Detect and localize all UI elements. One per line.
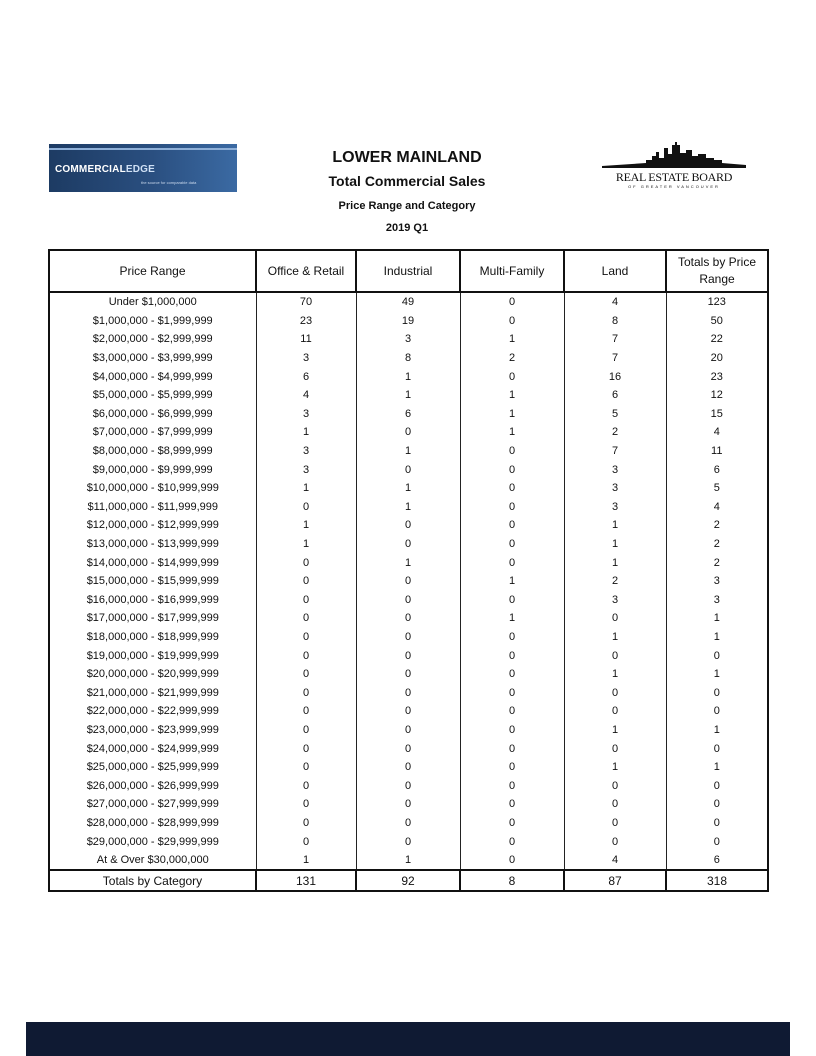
- commercial-edge-tagline: the source for comparable data: [141, 180, 197, 185]
- industrial-cell: 0: [356, 591, 460, 610]
- table-row: [49, 683, 768, 702]
- table-row: [49, 423, 768, 442]
- real-estate-board-subline: OF GREATER VANCOUVER: [628, 184, 720, 189]
- price-range-cell: $24,000,000 - $24,999,999: [49, 739, 256, 758]
- row-total-cell: 15: [666, 405, 768, 424]
- office-retail-cell: 1: [256, 535, 356, 554]
- industrial-cell: 0: [356, 516, 460, 535]
- price-range-cell: $9,000,000 - $9,999,999: [49, 460, 256, 479]
- office-retail-cell: 0: [256, 814, 356, 833]
- multi-family-cell: 0: [460, 758, 564, 777]
- row-total-cell: 4: [666, 498, 768, 517]
- industrial-cell: 0: [356, 814, 460, 833]
- row-total-cell: 11: [666, 442, 768, 461]
- land-cell: 16: [564, 367, 666, 386]
- multi-family-cell: 2: [460, 349, 564, 368]
- industrial-cell: 1: [356, 442, 460, 461]
- land-cell: 0: [564, 814, 666, 833]
- footer-band: [26, 1022, 790, 1056]
- table-row: [49, 832, 768, 851]
- column-header-office-retail: Office & Retail: [256, 250, 356, 292]
- price-range-cell: $8,000,000 - $8,999,999: [49, 442, 256, 461]
- industrial-cell: 0: [356, 460, 460, 479]
- office-retail-cell: 70: [256, 292, 356, 312]
- row-total-cell: 20: [666, 349, 768, 368]
- multi-family-cell: 0: [460, 516, 564, 535]
- office-retail-cell: 0: [256, 609, 356, 628]
- land-cell: 0: [564, 646, 666, 665]
- table-row: [49, 367, 768, 386]
- price-range-cell: $7,000,000 - $7,999,999: [49, 423, 256, 442]
- table-row: [49, 665, 768, 684]
- real-estate-board-name: REAL ESTATE BOARD: [615, 170, 733, 184]
- industrial-cell: 1: [356, 498, 460, 517]
- table-row: [49, 442, 768, 461]
- office-retail-cell: 3: [256, 442, 356, 461]
- total-office-retail: 131: [256, 870, 356, 891]
- price-range-cell: $6,000,000 - $6,999,999: [49, 405, 256, 424]
- multi-family-cell: 1: [460, 330, 564, 349]
- row-total-cell: 0: [666, 702, 768, 721]
- price-range-cell: $18,000,000 - $18,999,999: [49, 628, 256, 647]
- land-cell: 1: [564, 628, 666, 647]
- office-retail-cell: 0: [256, 758, 356, 777]
- report-title: LOWER MAINLAND: [332, 149, 482, 166]
- row-total-cell: 0: [666, 814, 768, 833]
- office-retail-cell: 4: [256, 386, 356, 405]
- commercial-edge-logo: [49, 144, 237, 192]
- land-cell: 0: [564, 702, 666, 721]
- industrial-cell: 0: [356, 683, 460, 702]
- industrial-cell: 0: [356, 832, 460, 851]
- multi-family-cell: 0: [460, 460, 564, 479]
- office-retail-cell: 1: [256, 423, 356, 442]
- land-cell: 1: [564, 665, 666, 684]
- table-header-row: [49, 250, 768, 292]
- table-row: [49, 292, 768, 312]
- row-total-cell: 5: [666, 479, 768, 498]
- land-cell: 0: [564, 776, 666, 795]
- office-retail-cell: 0: [256, 498, 356, 517]
- table-row: [49, 479, 768, 498]
- land-cell: 1: [564, 516, 666, 535]
- table-row: [49, 739, 768, 758]
- multi-family-cell: 0: [460, 442, 564, 461]
- office-retail-cell: 0: [256, 665, 356, 684]
- multi-family-cell: 1: [460, 423, 564, 442]
- industrial-cell: 1: [356, 479, 460, 498]
- land-cell: 7: [564, 442, 666, 461]
- multi-family-cell: 0: [460, 292, 564, 312]
- multi-family-cell: 0: [460, 591, 564, 610]
- price-range-cell: $16,000,000 - $16,999,999: [49, 591, 256, 610]
- multi-family-cell: 0: [460, 628, 564, 647]
- total-multi-family: 8: [460, 870, 564, 891]
- table-row: [49, 628, 768, 647]
- multi-family-cell: 0: [460, 721, 564, 740]
- office-retail-cell: 0: [256, 683, 356, 702]
- multi-family-cell: 1: [460, 386, 564, 405]
- multi-family-cell: 0: [460, 479, 564, 498]
- report-subtitle: Total Commercial Sales: [328, 173, 486, 189]
- multi-family-cell: 0: [460, 739, 564, 758]
- row-total-cell: 2: [666, 535, 768, 554]
- column-header-price-range: Price Range: [49, 250, 256, 292]
- table-row: [49, 646, 768, 665]
- row-total-cell: 2: [666, 553, 768, 572]
- table-row: [49, 535, 768, 554]
- multi-family-cell: 0: [460, 312, 564, 331]
- table-row: [49, 330, 768, 349]
- commercial-sales-table: [48, 249, 769, 892]
- land-cell: 1: [564, 721, 666, 740]
- row-total-cell: 3: [666, 591, 768, 610]
- logo-stripe: [49, 148, 237, 150]
- price-range-cell: $4,000,000 - $4,999,999: [49, 367, 256, 386]
- totals-row: [49, 870, 768, 891]
- price-range-cell: $28,000,000 - $28,999,999: [49, 814, 256, 833]
- industrial-cell: 0: [356, 758, 460, 777]
- land-cell: 3: [564, 591, 666, 610]
- price-range-cell: $26,000,000 - $26,999,999: [49, 776, 256, 795]
- multi-family-cell: 0: [460, 665, 564, 684]
- industrial-cell: 6: [356, 405, 460, 424]
- industrial-cell: 0: [356, 702, 460, 721]
- land-cell: 8: [564, 312, 666, 331]
- row-total-cell: 6: [666, 460, 768, 479]
- land-cell: 0: [564, 739, 666, 758]
- table-row: [49, 851, 768, 871]
- land-cell: 2: [564, 572, 666, 591]
- industrial-cell: 0: [356, 628, 460, 647]
- multi-family-cell: 0: [460, 832, 564, 851]
- city-skyline-icon: [602, 142, 746, 168]
- price-range-cell: $1,000,000 - $1,999,999: [49, 312, 256, 331]
- multi-family-cell: 1: [460, 405, 564, 424]
- office-retail-cell: 0: [256, 591, 356, 610]
- industrial-cell: 8: [356, 349, 460, 368]
- row-total-cell: 12: [666, 386, 768, 405]
- land-cell: 2: [564, 423, 666, 442]
- column-header-multi-family: Multi-Family: [460, 250, 564, 292]
- total-land: 87: [564, 870, 666, 891]
- price-range-cell: $19,000,000 - $19,999,999: [49, 646, 256, 665]
- land-cell: 4: [564, 292, 666, 312]
- land-cell: 5: [564, 405, 666, 424]
- price-range-cell: $2,000,000 - $2,999,999: [49, 330, 256, 349]
- land-cell: 1: [564, 553, 666, 572]
- multi-family-cell: 0: [460, 851, 564, 871]
- price-range-cell: Under $1,000,000: [49, 292, 256, 312]
- office-retail-cell: 0: [256, 553, 356, 572]
- column-header-land: Land: [564, 250, 666, 292]
- row-total-cell: 50: [666, 312, 768, 331]
- price-range-cell: $13,000,000 - $13,999,999: [49, 535, 256, 554]
- row-total-cell: 2: [666, 516, 768, 535]
- row-total-cell: 0: [666, 832, 768, 851]
- price-range-cell: $3,000,000 - $3,999,999: [49, 349, 256, 368]
- office-retail-cell: 0: [256, 572, 356, 591]
- table-row: [49, 814, 768, 833]
- table-row: [49, 609, 768, 628]
- multi-family-cell: 0: [460, 776, 564, 795]
- industrial-cell: 49: [356, 292, 460, 312]
- industrial-cell: 0: [356, 665, 460, 684]
- price-range-cell: $22,000,000 - $22,999,999: [49, 702, 256, 721]
- price-range-cell: $12,000,000 - $12,999,999: [49, 516, 256, 535]
- price-range-cell: $29,000,000 - $29,999,999: [49, 832, 256, 851]
- row-total-cell: 3: [666, 572, 768, 591]
- price-range-cell: $15,000,000 - $15,999,999: [49, 572, 256, 591]
- totals-label: Totals by Category: [49, 870, 256, 891]
- row-total-cell: 1: [666, 758, 768, 777]
- multi-family-cell: 0: [460, 814, 564, 833]
- table-row: [49, 460, 768, 479]
- industrial-cell: 0: [356, 721, 460, 740]
- multi-family-cell: 0: [460, 683, 564, 702]
- land-cell: 7: [564, 330, 666, 349]
- row-total-cell: 0: [666, 739, 768, 758]
- table-row: [49, 386, 768, 405]
- table-row: [49, 795, 768, 814]
- industrial-cell: 19: [356, 312, 460, 331]
- office-retail-cell: 0: [256, 795, 356, 814]
- table-row: [49, 516, 768, 535]
- table-row: [49, 591, 768, 610]
- multi-family-cell: 0: [460, 553, 564, 572]
- industrial-cell: 0: [356, 609, 460, 628]
- industrial-cell: 0: [356, 739, 460, 758]
- row-total-cell: 0: [666, 646, 768, 665]
- report-title-block: [287, 148, 527, 238]
- industrial-cell: 0: [356, 535, 460, 554]
- land-cell: 4: [564, 851, 666, 871]
- report-subheading: Price Range and Category: [338, 200, 476, 212]
- land-cell: 7: [564, 349, 666, 368]
- row-total-cell: 0: [666, 776, 768, 795]
- table-row: [49, 758, 768, 777]
- row-total-cell: 123: [666, 292, 768, 312]
- land-cell: 3: [564, 479, 666, 498]
- price-range-cell: $25,000,000 - $25,999,999: [49, 758, 256, 777]
- column-header-industrial: Industrial: [356, 250, 460, 292]
- multi-family-cell: 0: [460, 498, 564, 517]
- column-header-totals-by-price-range: Totals by Price Range: [666, 250, 768, 292]
- industrial-cell: 1: [356, 386, 460, 405]
- real-estate-board-logo: [598, 142, 750, 192]
- grand-total: 318: [666, 870, 768, 891]
- multi-family-cell: 1: [460, 572, 564, 591]
- office-retail-cell: 0: [256, 721, 356, 740]
- table-row: [49, 721, 768, 740]
- row-total-cell: 6: [666, 851, 768, 871]
- row-total-cell: 0: [666, 683, 768, 702]
- office-retail-cell: 1: [256, 851, 356, 871]
- office-retail-cell: 1: [256, 479, 356, 498]
- office-retail-cell: 0: [256, 702, 356, 721]
- office-retail-cell: 23: [256, 312, 356, 331]
- row-total-cell: 4: [666, 423, 768, 442]
- price-range-cell: At & Over $30,000,000: [49, 851, 256, 871]
- price-range-cell: $14,000,000 - $14,999,999: [49, 553, 256, 572]
- land-cell: 0: [564, 832, 666, 851]
- land-cell: 0: [564, 795, 666, 814]
- land-cell: 3: [564, 498, 666, 517]
- land-cell: 6: [564, 386, 666, 405]
- industrial-cell: 3: [356, 330, 460, 349]
- multi-family-cell: 0: [460, 535, 564, 554]
- row-total-cell: 23: [666, 367, 768, 386]
- multi-family-cell: 0: [460, 795, 564, 814]
- multi-family-cell: 0: [460, 702, 564, 721]
- industrial-cell: 0: [356, 795, 460, 814]
- office-retail-cell: 0: [256, 832, 356, 851]
- office-retail-cell: 11: [256, 330, 356, 349]
- land-cell: 1: [564, 535, 666, 554]
- total-industrial: 92: [356, 870, 460, 891]
- row-total-cell: 1: [666, 721, 768, 740]
- price-range-cell: $5,000,000 - $5,999,999: [49, 386, 256, 405]
- table-row: [49, 349, 768, 368]
- land-cell: 0: [564, 683, 666, 702]
- industrial-cell: 0: [356, 572, 460, 591]
- table-row: [49, 702, 768, 721]
- price-range-cell: $10,000,000 - $10,999,999: [49, 479, 256, 498]
- row-total-cell: 1: [666, 628, 768, 647]
- row-total-cell: 22: [666, 330, 768, 349]
- land-cell: 3: [564, 460, 666, 479]
- industrial-cell: 1: [356, 851, 460, 871]
- office-retail-cell: 3: [256, 405, 356, 424]
- industrial-cell: 1: [356, 553, 460, 572]
- office-retail-cell: 0: [256, 776, 356, 795]
- table-row: [49, 776, 768, 795]
- land-cell: 0: [564, 609, 666, 628]
- price-range-cell: $11,000,000 - $11,999,999: [49, 498, 256, 517]
- price-range-cell: $23,000,000 - $23,999,999: [49, 721, 256, 740]
- price-range-cell: $17,000,000 - $17,999,999: [49, 609, 256, 628]
- price-range-cell: $27,000,000 - $27,999,999: [49, 795, 256, 814]
- industrial-cell: 0: [356, 646, 460, 665]
- industrial-cell: 0: [356, 423, 460, 442]
- row-total-cell: 1: [666, 665, 768, 684]
- industrial-cell: 1: [356, 367, 460, 386]
- multi-family-cell: 1: [460, 609, 564, 628]
- office-retail-cell: 3: [256, 349, 356, 368]
- table-row: [49, 312, 768, 331]
- row-total-cell: 0: [666, 795, 768, 814]
- table-row: [49, 498, 768, 517]
- industrial-cell: 0: [356, 776, 460, 795]
- office-retail-cell: 1: [256, 516, 356, 535]
- office-retail-cell: 6: [256, 367, 356, 386]
- office-retail-cell: 0: [256, 628, 356, 647]
- table-body: [49, 292, 768, 870]
- multi-family-cell: 0: [460, 367, 564, 386]
- commercial-edge-wordmark: COMMERCIALEDGE: [55, 164, 156, 175]
- table-row: [49, 405, 768, 424]
- report-period: 2019 Q1: [385, 222, 429, 234]
- table-row: [49, 553, 768, 572]
- price-range-cell: $21,000,000 - $21,999,999: [49, 683, 256, 702]
- land-cell: 1: [564, 758, 666, 777]
- multi-family-cell: 0: [460, 646, 564, 665]
- office-retail-cell: 0: [256, 739, 356, 758]
- table-row: [49, 572, 768, 591]
- office-retail-cell: 0: [256, 646, 356, 665]
- price-range-cell: $20,000,000 - $20,999,999: [49, 665, 256, 684]
- office-retail-cell: 3: [256, 460, 356, 479]
- row-total-cell: 1: [666, 609, 768, 628]
